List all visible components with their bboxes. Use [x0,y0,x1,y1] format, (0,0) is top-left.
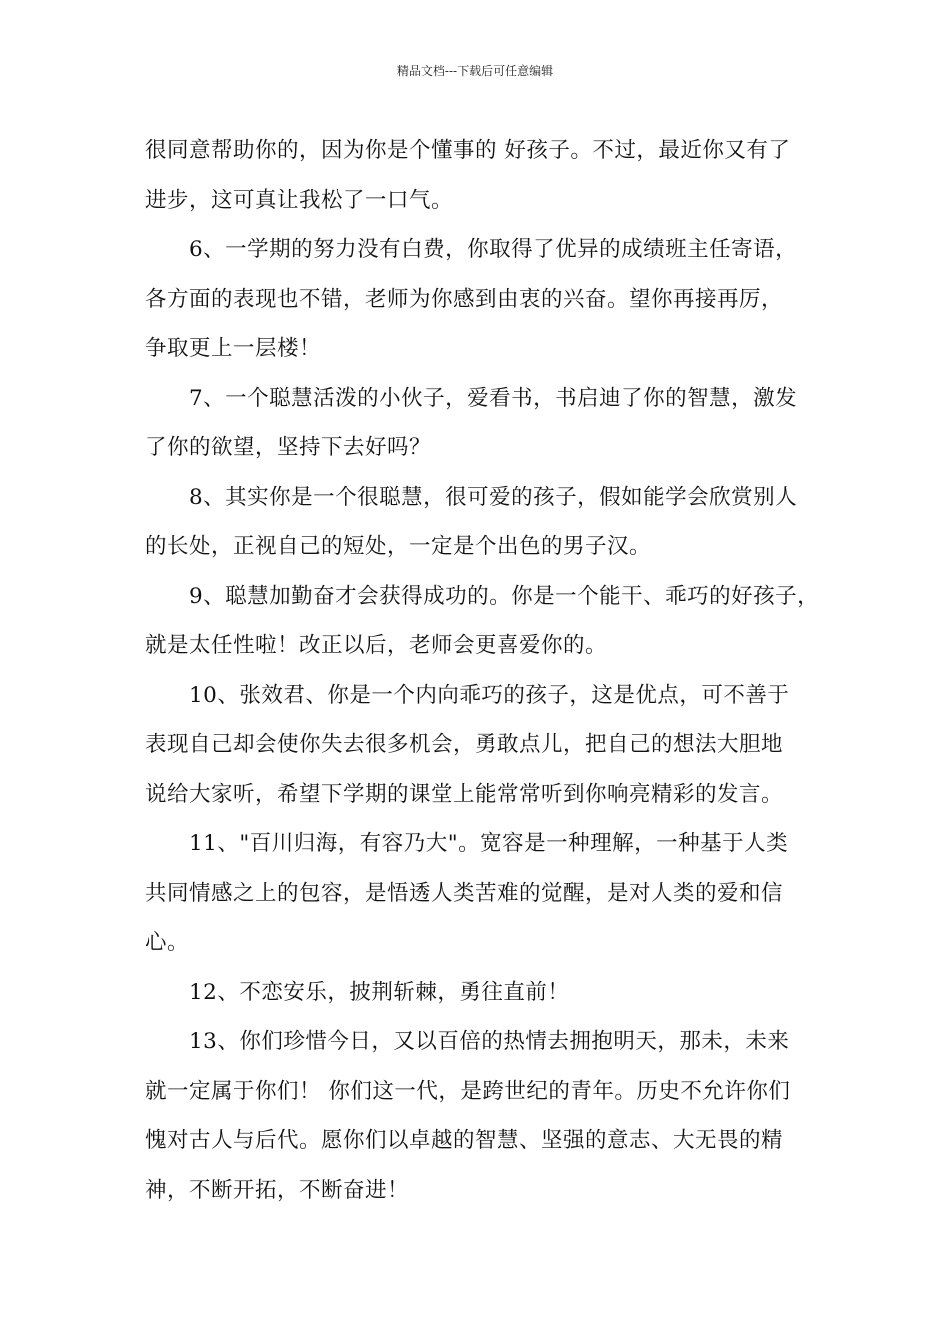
text-line: 就是太任性啦！改正以后，老师会更喜爱你的。 [145,633,608,658]
text-line: 进步，这可真让我松了一口气。 [145,187,454,213]
text-line: 就一定属于你们！ 你们这一代，是跨世纪的青年。历史不允许你们 [145,1078,791,1104]
text-line: 了你的欲望，坚持下去好吗？ [145,435,432,460]
text-line: 争取更上一层楼！ [145,336,322,361]
text-line: 共同情感之上的包容，是悟透人类苦难的觉醒，是对人类的爱和信 [145,880,784,906]
text-line: 10、张效君、你是一个内向乖巧的孩子，这是优点，可不善于 [189,682,790,708]
text-line: 7、一个聪慧活泼的小伙子，爱看书，书启迪了你的智慧，激发 [189,385,798,411]
text-line: 11、"百川归海，有容乃大"。宽容是一种理解，一种基于人类 [189,831,789,856]
text-line: 各方面的表现也不错，老师为你感到由衷的兴奋。望你再接再厉， [145,286,784,312]
text-line: 的长处，正视自己的短处，一定是个出色的男子汉。 [145,534,652,559]
text-line: 12、不恋安乐，披荆斩棘，勇往直前！ [189,979,570,1005]
text-line: 表现自己却会使你失去很多机会，勇敢点儿，把自己的想法大胆地 [145,732,784,757]
text-line: 很同意帮助你的，因为你是个懂事的 好孩子。不过，最近你又有了 [145,138,791,163]
text-line: 说给大家听，希望下学期的课堂上能常常听到你响亮精彩的发言。 [145,781,784,807]
text-line: 13、你们珍惜今日，又以百倍的热情去拥抱明天，那未，未来 [189,1029,790,1054]
text-line: 神，不断开拓，不断奋进！ [145,1177,410,1203]
text-line: 8、其实你是一个很聪慧，很可爱的孩子，假如能学会欣赏别人 [189,484,798,510]
text-line: 6、一学期的努力没有白费，你取得了优异的成绩班主任寄语， [189,237,798,262]
text-line: 心。 [145,930,190,955]
text-line: 愧对古人与后代。愿你们以卓越的智慧、坚强的意志、大无畏的精 [145,1128,784,1153]
document-body [145,126,820,1215]
text-line: 9、聪慧加勤奋才会获得成功的。你是一个能干、乖巧的好孩子， [189,583,820,609]
page-header: 精品文档---下载后可任意编辑 [396,64,554,78]
